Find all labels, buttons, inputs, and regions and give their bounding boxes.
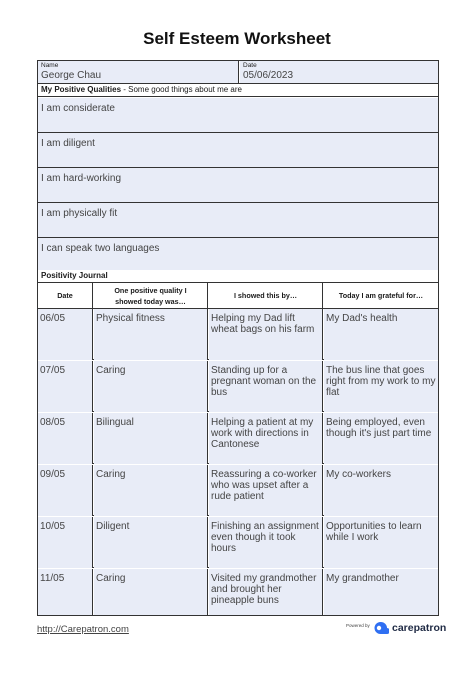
journal-row xyxy=(38,413,438,464)
journal-cell-date[interactable]: 09/05 xyxy=(38,465,93,516)
journal-cell-date[interactable]: 06/05 xyxy=(38,309,93,360)
journal-row xyxy=(38,465,438,516)
journal-cell-grateful[interactable]: My grandmother xyxy=(324,569,438,615)
journal-cell-grateful[interactable]: Opportunities to learn while I work xyxy=(324,517,438,568)
qualities-heading-bar xyxy=(38,84,438,97)
name-field[interactable] xyxy=(38,61,239,83)
quality-item[interactable]: I am considerate xyxy=(38,98,438,133)
journal-cell-quality[interactable]: Physical fitness xyxy=(94,309,208,360)
journal-heading: Positivity Journal xyxy=(41,271,108,280)
journal-cell-grateful[interactable]: My co-workers xyxy=(324,465,438,516)
journal-cell-grateful[interactable]: My Dad's health xyxy=(324,309,438,360)
journal-cell-quality[interactable]: Bilingual xyxy=(94,413,208,464)
journal-cell-showed[interactable]: Helping a patient at my work with directions in Cantonese xyxy=(209,413,323,464)
journal-cell-grateful[interactable]: Being employed, even though it's just part time xyxy=(324,413,438,464)
column-header-quality: One positive quality I showed today was… xyxy=(94,283,208,308)
journal-row xyxy=(38,309,438,360)
date-field[interactable] xyxy=(240,61,438,83)
journal-cell-quality[interactable]: Caring xyxy=(94,465,208,516)
quality-item[interactable]: I can speak two languages xyxy=(38,238,438,273)
journal-cell-showed[interactable]: Standing up for a pregnant woman on the bus xyxy=(209,361,323,412)
header-row xyxy=(38,61,438,84)
column-header-showed: I showed this by… xyxy=(209,283,323,308)
carepatron-brand-name: carepatron xyxy=(392,622,447,634)
date-label: Date xyxy=(243,62,257,69)
journal-cell-showed[interactable]: Helping my Dad lift wheat bags on his farm xyxy=(209,309,323,360)
qualities-subheading: - Some good things about me are xyxy=(121,85,242,94)
journal-column-headers xyxy=(38,283,438,309)
quality-item[interactable]: I am hard-working xyxy=(38,168,438,203)
journal-heading-bar xyxy=(38,270,438,283)
journal-cell-date[interactable]: 11/05 xyxy=(38,569,93,615)
name-value: George Chau xyxy=(41,70,102,81)
worksheet-form xyxy=(37,60,439,616)
date-value: 05/06/2023 xyxy=(243,70,294,81)
journal-row xyxy=(38,569,438,615)
journal-cell-quality[interactable]: Caring xyxy=(94,361,208,412)
name-label: Name xyxy=(41,62,59,69)
column-header-grateful: Today I am grateful for… xyxy=(338,291,424,300)
journal-cell-date[interactable]: 08/05 xyxy=(38,413,93,464)
worksheet-title: Self Esteem Worksheet xyxy=(143,29,331,48)
journal-cell-quality[interactable]: Diligent xyxy=(94,517,208,568)
quality-item[interactable]: I am physically fit xyxy=(38,203,438,238)
powered-by-label: Powered by xyxy=(346,623,370,628)
carepatron-logo xyxy=(372,620,446,636)
journal-row xyxy=(38,517,438,568)
journal-cell-grateful[interactable]: The bus line that goes right from my work to my flat xyxy=(324,361,438,412)
journal-row xyxy=(38,361,438,412)
journal-cell-date[interactable]: 10/05 xyxy=(38,517,93,568)
column-header-date: Date xyxy=(38,283,93,308)
journal-cell-showed[interactable]: Reassuring a co-worker who was upset after a rude patient xyxy=(209,465,323,516)
journal-cell-showed[interactable]: Finishing an assignment even though it took hours xyxy=(209,517,323,568)
carepatron-logo-icon xyxy=(372,621,389,635)
quality-item[interactable]: I am diligent xyxy=(38,133,438,168)
carepatron-link[interactable]: http://Carepatron.com xyxy=(37,624,129,635)
journal-cell-showed[interactable]: Visited my grandmother and brought her pineapple buns xyxy=(209,569,323,615)
journal-cell-date[interactable]: 07/05 xyxy=(38,361,93,412)
journal-cell-quality[interactable]: Caring xyxy=(94,569,208,615)
qualities-heading: My Positive Qualities xyxy=(41,85,122,94)
